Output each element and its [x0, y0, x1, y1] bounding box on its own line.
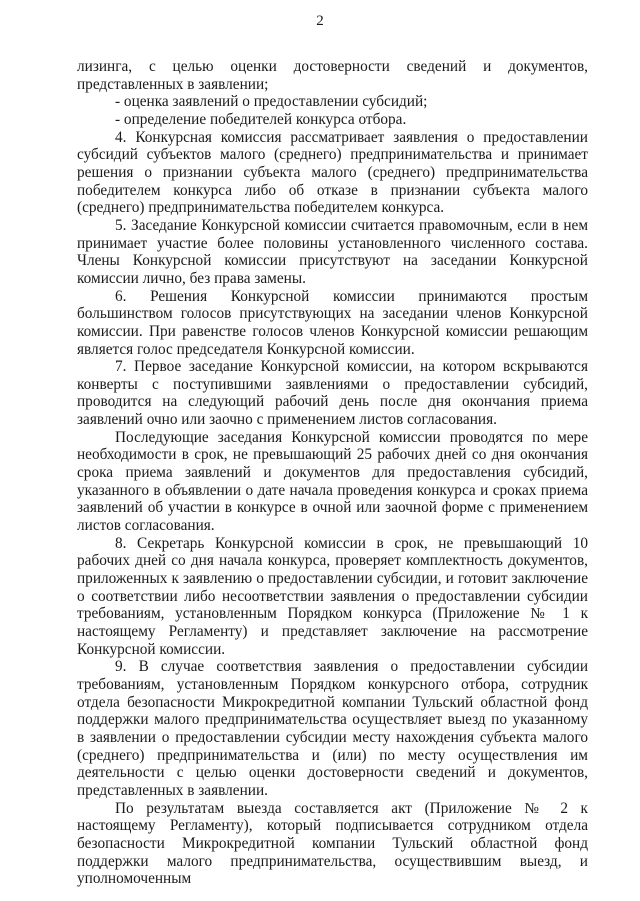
paragraph-9: 9. В случае соответствия заявления о предоставлении субсидии требованиям, установленным Порядком конкурсного отбора, сотрудник отдела безопасности Микрокредитной компании Тульский областной фонд поддержки малого предпринимательства осуществляет выезд по указанному в заявлении о предоставлении субсидии месту нахождения субъекта малого (среднего) предпринимательства и (или) по месту осуществления им деятельности с целью оценки достоверности сведений и документов, представленных в заявлении.	[77, 658, 588, 799]
paragraph-6: 6. Решения Конкурсной комиссии принимаются простым большинством голосов присутствующих на заседании членов Конкурсной комиссии. При равенстве голосов членов Конкурсной комиссии решающим является голос председателя Конкурсной комиссии.	[77, 287, 588, 358]
list-item-assessment: - оценка заявлений о предоставлении субсидий;	[115, 93, 428, 111]
paragraph-4: 4. Конкурсная комиссия рассматривает заявления о предоставлении субсидий субъектов малого (среднего) предпринимательства и принимает решения о признании субъекта малого (среднего) предпринимательства победителем конкурса либо об отказе в признании субъекта малого (среднего) предпринимательства победителем конкурса.	[77, 128, 588, 217]
paragraph-7: 7. Первое заседание Конкурсной комиссии, на котором вскрываются конверты с поступившими заявлениями о предоставлении субсидий, проводится на следующий рабочий день после дня окончания приема заявлений очно или заочно с применением листов согласования.	[77, 358, 588, 429]
page-number: 2	[316, 13, 324, 29]
paragraph-leasing-continuation: лизинга, с целью оценки достоверности сведений и документов, представленных в заявлении;	[77, 58, 588, 93]
list-item-winners: - определение победителей конкурса отбора.	[115, 110, 407, 128]
paragraph-visit-results: По результатам выезда составляется акт (Приложение № 2 к настоящему Регламенту), который подписывается сотрудником отдела безопасности Микрокредитной компании Тульский областной фонд поддержки малого предпринимательства, осуществившим выезд, и уполномоченным	[77, 799, 588, 888]
paragraph-subsequent-meetings: Последующие заседания Конкурсной комиссии проводятся по мере необходимости в срок, не превышающий 25 рабочих дней со дня окончания срока приема заявлений и документов для предоставления субсидий, указанного в объявлении о дате начала проведения конкурса и сроках приема заявлений об участии в конкурсе в очной или заочной форме с применением листов согласования.	[77, 428, 588, 535]
paragraph-5: 5. Заседание Конкурсной комиссии считается правомочным, если в нем принимает участие более половины установленного численного состава. Члены Конкурсной комиссии присутствуют на заседании Конкурсной комиссии лично, без права замены.	[77, 216, 588, 287]
document-body	[77, 58, 588, 888]
paragraph-8: 8. Секретарь Конкурсной комиссии в срок, не превышающий 10 рабочих дней со дня начала конкурса, проверяет комплектность документов, приложенных к заявлению о предоставлении субсидии, и готовит заключение о соответствии либо несоответствии заявления о предоставлении субсидии требованиям, установленным Порядком конкурса (Приложение № 1 к настоящему Регламенту) и представляет заключение на рассмотрение Конкурсной комиссии.	[77, 534, 588, 658]
